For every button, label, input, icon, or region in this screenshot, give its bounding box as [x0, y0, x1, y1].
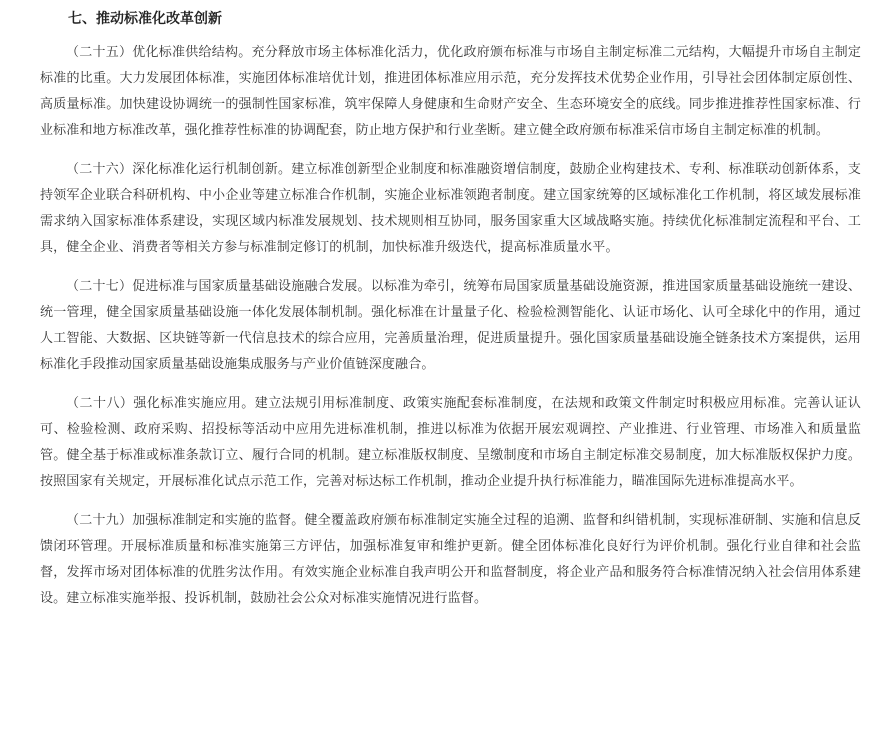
paragraph-28: （二十八）强化标准实施应用。建立法规引用标准制度、政策实施配套标准制度，在法规和政策文件制定时积极应用标准。完善认证认可、检验检测、政府采购、招投标等活动中应用先进标准机制，推进以标准为依据开展宏观调控、产业推进、行业管理、市场准入和质量监管。健全基于标准或标准条款订立、履行合同的机制。建立标准版权制度、呈缴制度和市场自主制定标准交易制度，加大标准版权保护力度。按照国家有关规定，开展标准化试点示范工作，完善对标达标工作机制，推动企业提升执行标准能力，瞄准国际先进标准提高水平。 [40, 396, 861, 489]
paragraph-27: （二十七）促进标准与国家质量基础设施融合发展。以标准为牵引，统筹布局国家质量基础设施资源，推进国家质量基础设施统一建设、统一管理，健全国家质量基础设施一体化发展体制机制。强化标准在计量量子化、检验检测智能化、认证市场化、认可全球化中的作用，通过人工智能、大数据、区块链等新一代信息技术的综合应用，完善质量治理，促进质量提升。强化国家质量基础设施全链条技术方案提供，运用标准化手段推动国家质量基础设施集成服务与产业价值链深度融合。 [40, 279, 861, 372]
paragraph-26: （二十六）深化标准化运行机制创新。建立标准创新型企业制度和标准融资增信制度，鼓励企业构建技术、专利、标准联动创新体系，支持领军企业联合科研机构、中小企业等建立标准合作机制，实施企业标准领跑者制度。建立国家统筹的区域标准化工作机制，将区域发展标准需求纳入国家标准体系建设，实现区域内标准发展规划、技术规则相互协同，服务国家重大区域战略实施。持续优化标准制定流程和平台、工具，健全企业、消费者等相关方参与标准制定修订的机制，加快标准升级迭代，提高标准质量水平。 [40, 162, 861, 255]
section-heading: 七、推动标准化改革创新 [68, 11, 222, 27]
paragraph-25: （二十五）优化标准供给结构。充分释放市场主体标准化活力，优化政府颁布标准与市场自主制定标准二元结构，大幅提升市场自主制定标准的比重。大力发展团体标准，实施团体标准培优计划，推进团体标准应用示范，充分发挥技术优势企业作用，引导社会团体制定原创性、高质量标准。加快建设协调统一的强制性国家标准，筑牢保障人身健康和生命财产安全、生态环境安全的底线。同步推进推荐性国家标准、行业标准和地方标准改革，强化推荐性标准的协调配套，防止地方保护和行业垄断。建立健全政府颁布标准采信市场自主制定标准的机制。 [40, 45, 861, 138]
paragraph-29: （二十九）加强标准制定和实施的监督。健全覆盖政府颁布标准制定实施全过程的追溯、监督和纠错机制，实现标准研制、实施和信息反馈闭环管理。开展标准质量和标准实施第三方评估，加强标准复审和维护更新。健全团体标准化良好行为评价机制。强化行业自律和社会监督，发挥市场对团体标准的优胜劣汰作用。有效实施企业标准自我声明公开和监督制度，将企业产品和服务符合标准情况纳入社会信用体系建设。建立标准实施举报、投诉机制，鼓励社会公众对标准实施情况进行监督。 [40, 513, 861, 606]
